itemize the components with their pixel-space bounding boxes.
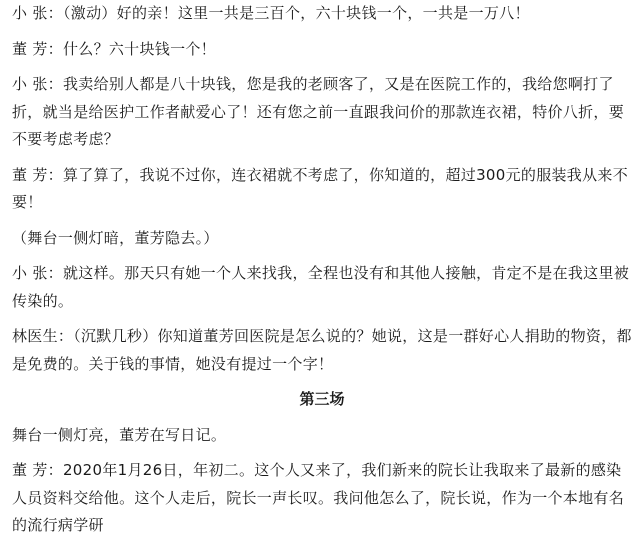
scene-stage-direction: 舞台一侧灯亮，董芳在写日记。: [12, 425, 227, 444]
dialogue-line-3: 小 张：我卖给别人都是八十块钱，您是我的老顾客了，又是在医院工作的，我给您啊打了折，就当是给医护工作者献爱心了！还有您之前一直跟我问价的那款连衣裙，特价八折，要不要考虑考虑？: [12, 75, 625, 148]
scene-heading: 第三场: [299, 390, 345, 408]
paragraph-gap: [12, 414, 632, 422]
dialogue-line-6: 林医生：（沉默几秒）你知道董芳回医院是怎么说的？她说，这是一群好心人捐助的物资，都是免费的。关于钱的事情，她没有提过一个字！: [12, 327, 632, 373]
paragraph-gap: [12, 154, 632, 162]
paragraph-gap: [12, 217, 632, 225]
dialogue-line-2: 董 芳：什么？六十块钱一个！: [12, 39, 216, 58]
stage-direction: （舞台一侧灯暗，董芳隐去。）: [12, 228, 219, 247]
paragraph-gap: [12, 449, 632, 457]
paragraph-gap: [12, 63, 632, 71]
dialogue-line-1: 小 张：（激动）好的亲！这里一共是三百个，六十块钱一个，一共是一万八！: [12, 4, 530, 22]
paragraph-gap: [12, 252, 632, 260]
document-page: [12, 0, 632, 540]
paragraph-gap: [12, 315, 632, 323]
paragraph-gap: [12, 378, 632, 386]
paragraph-gap: [12, 28, 632, 36]
scene-dialogue-line-1: 董 芳：2020年1月26日，年初二。这个人又来了，我们新来的院长让我取来了最新的感染人员资料交给他。这个人走后，院长一声长叹。我问他怎么了，院长说，作为一个本地有名的流行病学研: [12, 461, 625, 534]
dialogue-line-5: 小 张：就这样。那天只有她一个人来找我，全程也没有和其他人接触，肯定不是在我这里被传染的。: [12, 264, 630, 310]
dialogue-line-4: 董 芳：算了算了，我说不过你，连衣裙就不考虑了，你知道的，超过300元的服装我从来不要！: [12, 165, 629, 211]
